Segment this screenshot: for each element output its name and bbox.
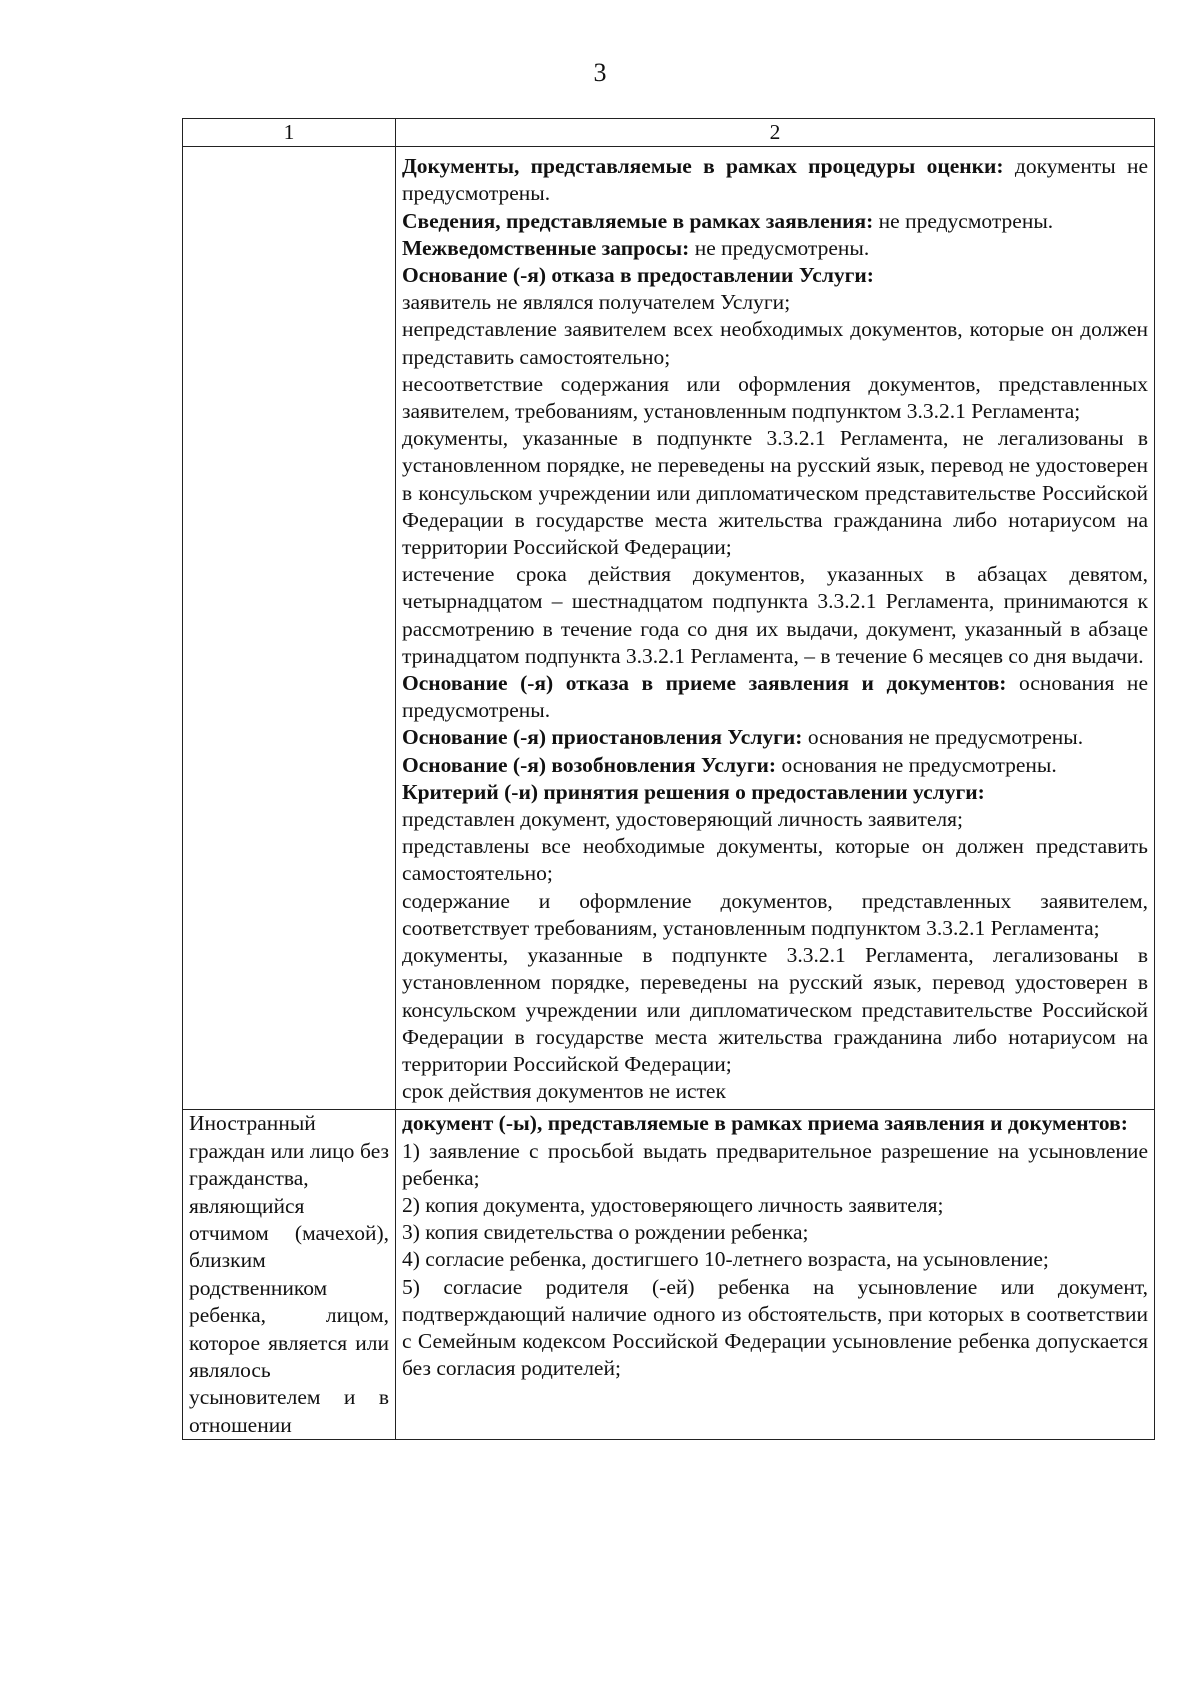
decision-criterion-item: документы, указанные в подпункте 3.3.2.1 Регламента, легализованы в установленном порядке, переведены на русский язык, перевод удостоверен в консульском учреждении или дипломатическом представительстве Российской Федерации в государстве места жительства гражданина либо нотариусом на территории Российской Федерации;: [402, 943, 1148, 1076]
document-table: [182, 118, 1155, 1440]
decision-criterion-item: срок действия документов не истек: [402, 1079, 726, 1104]
reception-refusal-paragraph: Основание (-я) отказа в приеме заявления и документов: основания не предусмотрены.: [402, 671, 1148, 723]
required-document-item: 4) согласие ребенка, достигшего 10-летнего возраста, на усыновление;: [402, 1247, 1049, 1272]
resumption-grounds-paragraph: Основание (-я) возобновления Услуги: основания не предусмотрены.: [402, 752, 1057, 777]
refusal-ground-item: истечение срока действия документов, указанных в абзацах девятом, четырнадцатом – шестнадцатом подпункта 3.3.2.1 Регламента, принимаются к рассмотрению в течение года со дня их выдачи, документ, указанный в абзаце тринадцатом подпункта 3.3.2.1 Регламента, – в течение 6 месяцев со дня выдачи.: [402, 562, 1148, 668]
application-info-paragraph: Сведения, представляемые в рамках заявления: не предусмотрены.: [402, 208, 1054, 233]
assessment-documents-paragraph: Документы, представляемые в рамках процедуры оценки: документы не предусмотрены.: [402, 154, 1149, 206]
column-header-1: 1: [183, 119, 396, 147]
refusal-ground-item: заявитель не являлся получателем Услуги;: [402, 290, 791, 315]
refusal-ground-item: непредставление заявителем всех необходимых документов, которые он должен представить самостоятельно;: [402, 317, 1148, 369]
row1-details-cell: [396, 147, 1155, 1110]
table-row: [183, 1110, 1155, 1440]
table-header-row: [183, 119, 1155, 147]
interagency-requests-paragraph: Межведомственные запросы: не предусмотрены.: [402, 235, 870, 260]
required-document-item: 1) заявление с просьбой выдать предварительное разрешение на усыновление ребенка;: [402, 1138, 1148, 1190]
page-number: 3: [593, 58, 607, 87]
decision-criterion-item: представлен документ, удостоверяющий личность заявителя;: [402, 807, 964, 832]
required-document-item: 5) согласие родителя (-ей) ребенка на усыновление или документ, подтверждающий наличие одного из обстоятельств, при которых в соответствии с Семейным кодексом Российской Федерации усыновление ребенка допускается без согласия родителей;: [402, 1274, 1148, 1381]
decision-criteria-heading: Критерий (-и) принятия решения о предоставлении услуги:: [402, 779, 985, 804]
decision-criterion-item: содержание и оформление документов, представленных заявителем, соответствует требованиям, установленным подпунктом 3.3.2.1 Регламента;: [402, 888, 1148, 940]
suspension-grounds-paragraph: Основание (-я) приостановления Услуги: основания не предусмотрены.: [402, 725, 1084, 750]
row1-applicant-cell: [183, 147, 396, 1110]
refusal-grounds-heading: Основание (-я) отказа в предоставлении Услуги:: [402, 263, 874, 288]
column-header-2: 2: [396, 119, 1155, 147]
row2-details-cell: [396, 1110, 1155, 1440]
decision-criterion-item: представлены все необходимые документы, которые он должен представить самостоятельно;: [402, 834, 1148, 886]
required-document-item: 3) копия свидетельства о рождении ребенка;: [402, 1220, 809, 1245]
table-row: [183, 147, 1155, 1110]
refusal-ground-item: несоответствие содержания или оформления документов, представленных заявителем, требованиям, установленным подпунктом 3.3.2.1 Регламента;: [402, 371, 1148, 424]
refusal-ground-item: документы, указанные в подпункте 3.3.2.1 Регламента, не легализованы в установленном порядке, не переведены на русский язык, перевод не удостоверен в консульском учреждении или дипломатическом представительстве Российской Федерации в государстве места жительства гражданина либо нотариусом на территории Российской Федерации;: [402, 426, 1148, 560]
required-documents-heading: документ (-ы), представляемые в рамках приема заявления и документов:: [402, 1111, 1128, 1136]
row2-applicant-cell: Иностранный граждан или лицо без гражданства, являющийся отчимом (мачехой), близким родственником ребенка, лицом, которое является или являлось усыновителем и в отношении: [183, 1110, 396, 1440]
required-document-item: 2) копия документа, удостоверяющего личность заявителя;: [402, 1192, 944, 1217]
